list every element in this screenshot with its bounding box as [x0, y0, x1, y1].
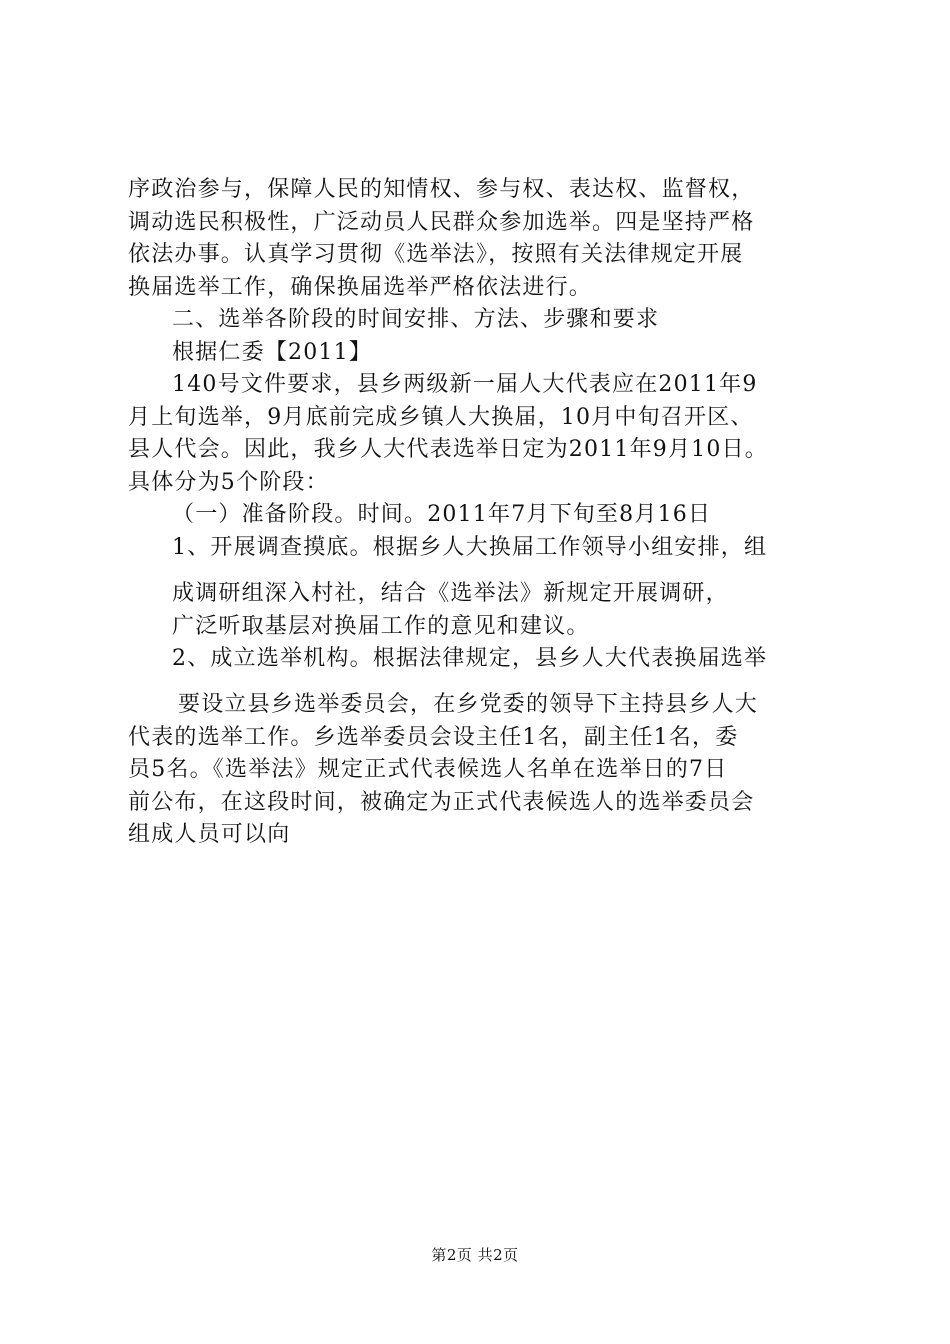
text-line: 成调研组深入村社，结合《选举法》新规定开展调研， [172, 581, 729, 606]
text-line: 换届选举工作，确保换届选举严格依法进行。 [128, 274, 593, 300]
text-line: 代表的选举工作。乡选举委员会设主任1名，副主任1名，委 [128, 724, 739, 750]
text-line: 具体分为5个阶段： [128, 469, 329, 495]
text-line: 依法办事。认真学习贯彻《选举法》，按照有关法律规定开展 [128, 242, 744, 267]
stage-heading: （一）准备阶段。时间。2011年7月下旬至8月16日 [172, 502, 712, 527]
list-item: 2、成立选举机构。根据法律规定，县乡人大代表换届选举 [172, 646, 768, 671]
text-line: 序政治参与，保障人民的知情权、参与权、表达权、监督权， [128, 177, 755, 202]
text-line: 员5名。《选举法》规定正式代表候选人名单在选举日的7日 [128, 757, 728, 782]
body-text-lower [128, 689, 828, 852]
text-line: 月上旬选举，9月底前完成乡镇人大换届，10月中旬召开区、 [128, 404, 754, 430]
text-line: 县人代会。因此，我乡人大代表选举日定为2011年9月10日。 [128, 437, 768, 462]
page-number-footer: 第2页 共2页 [431, 1246, 519, 1264]
section-heading: 二、选举各阶段的时间安排、方法、步骤和要求 [172, 307, 660, 332]
text-line: 广泛听取基层对换届工作的意见和建议。 [172, 613, 590, 639]
text-line: 140号文件要求，县乡两级新一届人大代表应在2011年9 [172, 372, 758, 397]
body-text-middle [128, 578, 828, 676]
list-item: 1、开展调查摸底。根据乡人大换届工作领导小组安排，组 [172, 534, 768, 560]
body-text-upper [128, 174, 828, 564]
text-line: 调动选民积极性，广泛动员人民群众参加选举。四是坚持严格 [128, 209, 755, 235]
text-line: 组成人员可以向 [128, 822, 291, 847]
text-line: 根据仁委【2011】 [172, 339, 372, 365]
text-line: 前公布，在这段时间，被确定为正式代表候选人的选举委员会 [128, 789, 755, 815]
text-line: 要设立县乡选举委员会，在乡党委的领导下主持县乡人大 [178, 692, 759, 717]
